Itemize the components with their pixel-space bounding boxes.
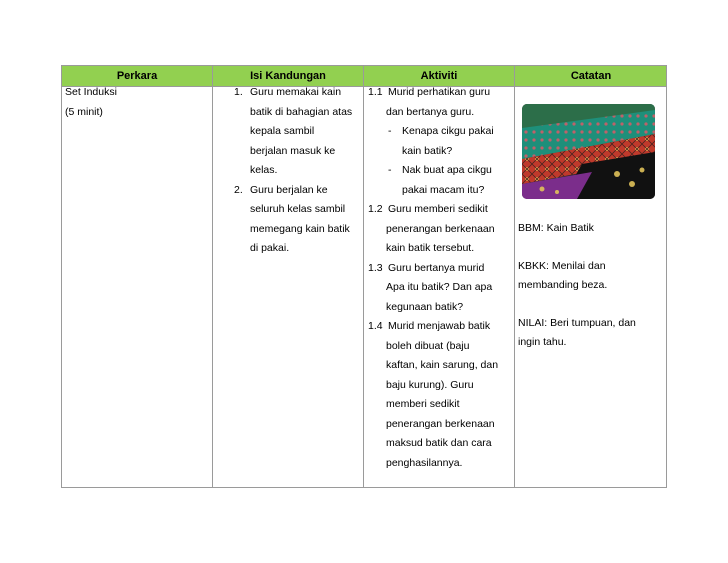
isi-item-line: Guru berjalan ke	[250, 184, 328, 196]
question-bullet: -	[388, 164, 392, 176]
catatan-bbm: BBM: Kain Batik	[518, 222, 594, 234]
aktiviti-step-line: Murid menjawab batik	[388, 320, 491, 332]
aktiviti-step-line: Guru bertanya murid	[388, 262, 485, 274]
aktiviti-step-line: Guru memberi sedikit	[388, 203, 488, 215]
catatan-nilai: ingin tahu.	[518, 336, 567, 348]
aktiviti-step-line: dan bertanya guru.	[386, 106, 475, 118]
isi-item-line: di pakai.	[250, 242, 290, 254]
aktiviti-step-line: memberi sedikit	[386, 398, 460, 410]
aktiviti-step-number: 1.1	[368, 86, 383, 98]
isi-item-line: memegang kain batik	[250, 223, 350, 235]
aktiviti-step-number: 1.4	[368, 320, 383, 332]
aktiviti-step-line: maksud batik dan cara	[386, 437, 492, 449]
header-perkara: Perkara	[116, 70, 158, 82]
question-line: kain batik?	[402, 145, 453, 157]
question-bullet: -	[388, 125, 392, 137]
batik-cloth-photo	[522, 104, 655, 199]
aktiviti-step-line: kaftan, kain sarung, dan	[386, 359, 499, 371]
aktiviti-step-number: 1.3	[368, 262, 383, 274]
isi-item-line: batik di bahagian atas	[250, 106, 353, 118]
question-line: Kenapa cikgu pakai	[402, 125, 494, 137]
header-isi-kandungan: Isi Kandungan	[250, 70, 326, 82]
aktiviti-step-line: baju kurung). Guru	[386, 379, 474, 391]
perkara-title: Set Induksi	[65, 86, 117, 98]
catatan-kbkk: KBKK: Menilai dan	[518, 260, 606, 272]
column-divider	[212, 66, 213, 487]
isi-item-line: kepala sambil	[250, 125, 315, 137]
aktiviti-step-line: penerangan berkenaan	[386, 223, 495, 235]
header-catatan: Catatan	[570, 70, 612, 82]
isi-item-number: 1.	[234, 86, 243, 98]
aktiviti-step-line: kegunaan batik?	[386, 301, 464, 313]
catatan-nilai: NILAI: Beri tumpuan, dan	[518, 317, 636, 329]
isi-item-line: Guru memakai kain	[250, 86, 342, 98]
aktiviti-step-line: kain batik tersebut.	[386, 242, 475, 254]
column-divider	[514, 66, 515, 487]
aktiviti-step-line: penerangan berkenaan	[386, 418, 495, 430]
aktiviti-step-line: Apa itu batik? Dan apa	[386, 281, 493, 293]
column-divider	[363, 66, 364, 487]
isi-item-line: kelas.	[250, 164, 278, 176]
aktiviti-step-number: 1.2	[368, 203, 383, 215]
perkara-time: (5 minit)	[65, 106, 103, 118]
aktiviti-step-line: Murid perhatikan guru	[388, 86, 491, 98]
lesson-plan-table	[61, 65, 667, 488]
header-aktiviti: Aktiviti	[420, 70, 458, 82]
catatan-kbkk: membanding beza.	[518, 279, 608, 291]
isi-item-line: berjalan masuk ke	[250, 145, 336, 157]
isi-item-number: 2.	[234, 184, 243, 196]
aktiviti-step-line: boleh dibuat (baju	[386, 340, 470, 352]
isi-item-line: seluruh kelas sambil	[250, 203, 346, 215]
table-header-row	[62, 66, 666, 87]
question-line: Nak buat apa cikgu	[402, 164, 492, 176]
question-line: pakai macam itu?	[402, 184, 485, 196]
aktiviti-step-line: penghasilannya.	[386, 457, 463, 469]
